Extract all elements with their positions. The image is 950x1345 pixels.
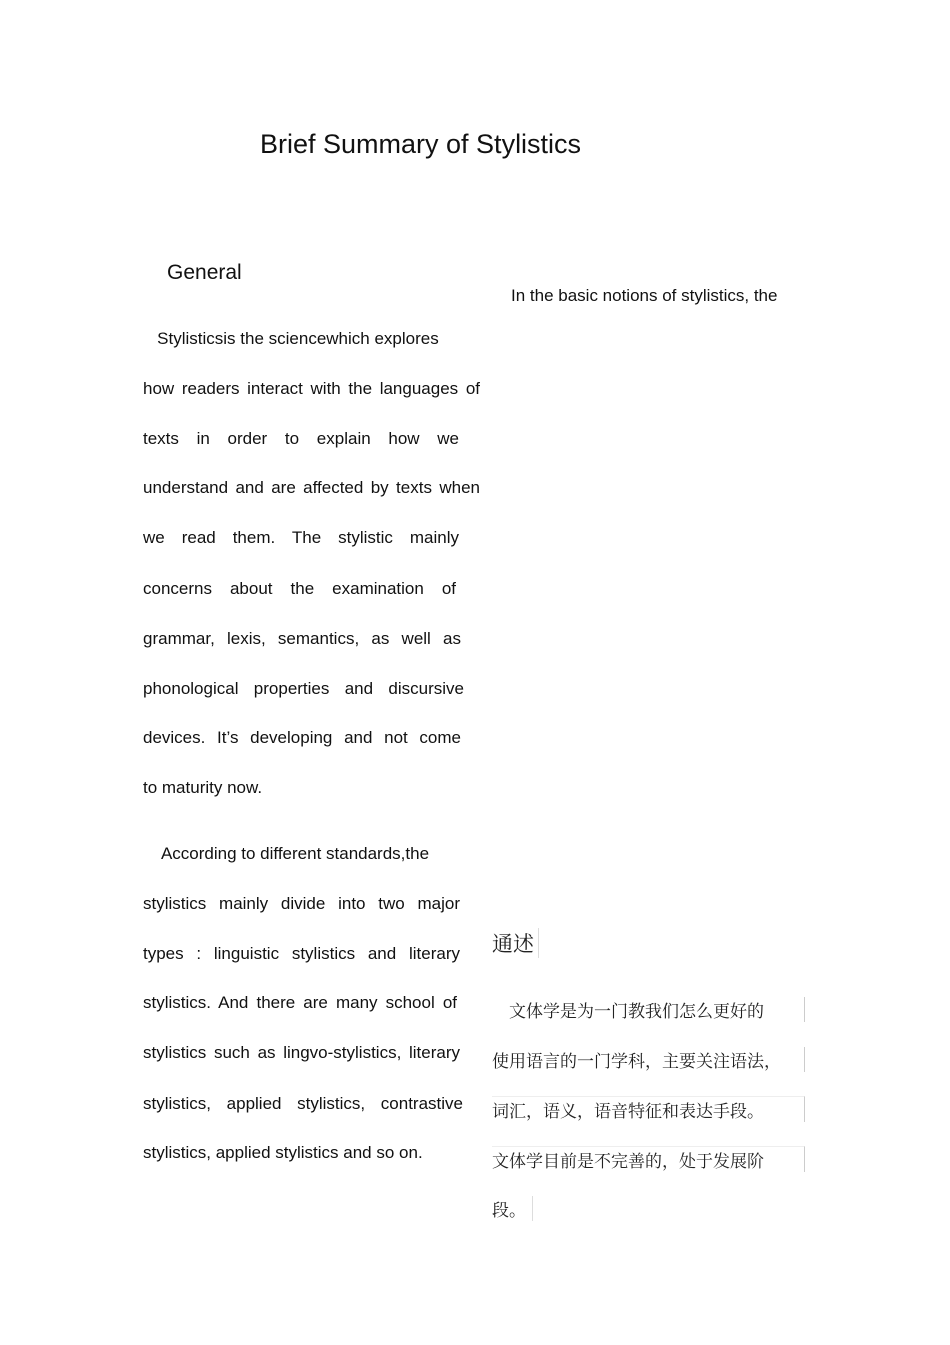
right-column-intro-text: In the basic notions of stylistics, the — [511, 286, 778, 305]
text-line: we read them. The stylistic mainly — [143, 528, 459, 547]
text-line: stylistics mainly divide into two major — [143, 894, 460, 913]
chinese-text-line: 文体学是为一门教我们怎么更好的 — [492, 997, 805, 1022]
text-line: Stylisticsis the sciencewhich explores — [143, 329, 439, 348]
text-line: how readers interact with the languages of — [143, 379, 480, 398]
text-line: to maturity now. — [143, 778, 263, 797]
text-line: devices. It’s developing and not come — [143, 728, 461, 747]
chinese-text-line: 词汇，语义，语音特征和表达手段。 — [492, 1096, 805, 1122]
text-line: phonological properties and discursive — [143, 679, 464, 698]
chinese-text-line: 使用语言的一门学科，主要关注语法， — [492, 1047, 805, 1072]
text-line: stylistics, applied stylistics and so on. — [143, 1143, 423, 1162]
text-line: stylistics such as lingvo-stylistics, literary — [143, 1043, 460, 1062]
chinese-section-heading: 通述 — [492, 928, 539, 958]
page-title: Brief Summary of Stylistics — [260, 129, 582, 159]
text-line: grammar, lexis, semantics, as well as — [143, 629, 461, 648]
text-line: stylistics, applied stylistics, contrastive — [143, 1094, 463, 1113]
text-line: stylistics. And there are many school of — [143, 993, 457, 1012]
text-line: texts in order to explain how we — [143, 429, 459, 448]
text-line: According to different standards,the — [143, 844, 430, 863]
text-line: understand and are affected by texts when — [143, 478, 480, 497]
text-line: concerns about the examination of — [143, 579, 456, 598]
text-line: types : linguistic stylistics and literary — [143, 944, 460, 963]
section-heading-general: General — [167, 261, 242, 284]
chinese-text-line: 文体学目前是不完善的，处于发展阶 — [492, 1146, 805, 1172]
chinese-text-line: 段。 — [492, 1196, 533, 1221]
